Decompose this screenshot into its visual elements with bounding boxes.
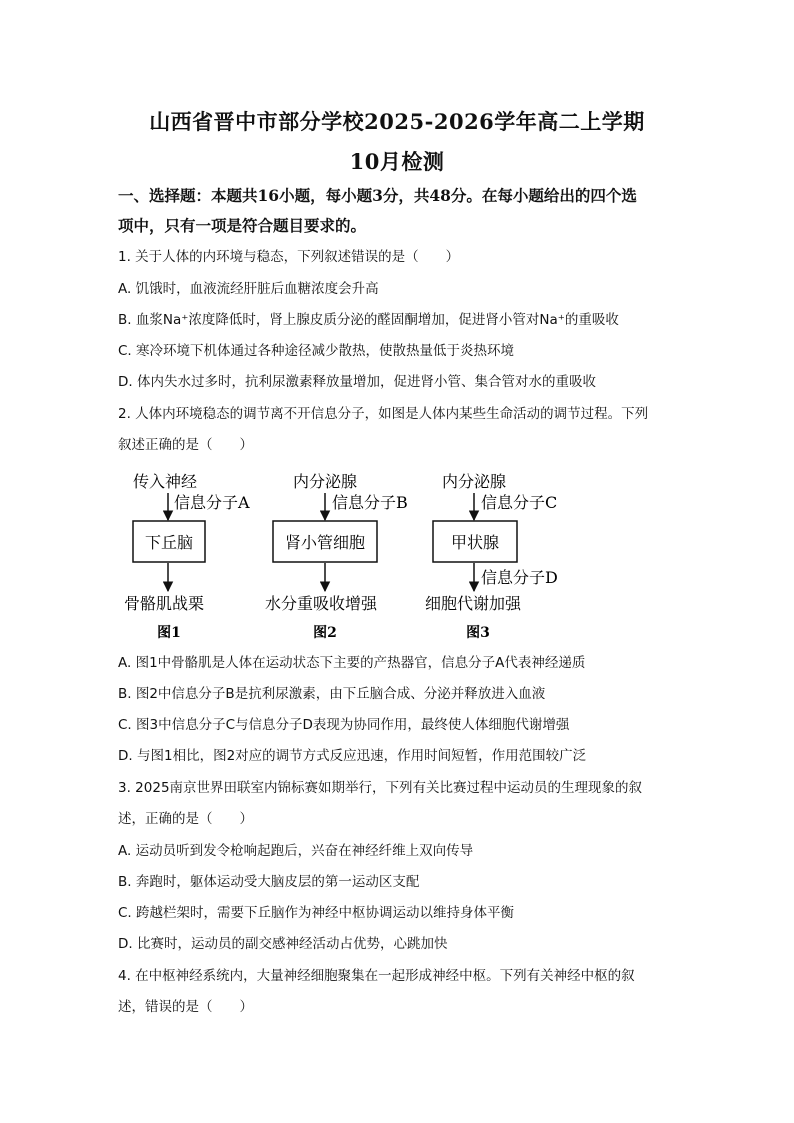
q2-option-d: D. 与图1相比，图2对应的调节方式反应迅速，作用时间短暂，作用范围较广泛 — [118, 748, 587, 764]
q3-option-d: D. 比赛时，运动员的副交感神经活动占优势，心跳加快 — [118, 936, 448, 952]
section-heading-line1: 一、选择题：本题共16小题，每小题3分，共48分。在每小题给出的四个选 — [118, 186, 637, 205]
fig1-result-label: 骨骼肌战栗 — [124, 594, 205, 613]
q3-option-a: A. 运动员听到发令枪响起跑后，兴奋在神经纤维上双向传导 — [118, 843, 474, 859]
q2-option-b: B. 图2中信息分子B是抗利尿激素，由下丘脑合成、分泌并释放进入血液 — [118, 686, 546, 702]
figure-1 — [124, 472, 250, 641]
figure-2 — [265, 472, 408, 641]
q3-stem-line2: 述，正确的是（ ） — [118, 811, 253, 827]
fig2-box-label: 肾小管细胞 — [284, 533, 366, 552]
fig1-source-label: 传入神经 — [133, 472, 198, 491]
fig3-result-label: 细胞代谢加强 — [425, 594, 522, 613]
doc-title-line1: 山西省晋中市部分学校2025-2026学年高二上学期 — [149, 109, 645, 134]
q4-stem-line1: 4. 在中枢神经系统内，大量神经细胞聚集在一起形成神经中枢。下列有关神经中枢的叙 — [118, 968, 635, 984]
regulation-figure — [0, 465, 794, 650]
q3-stem-line1: 3. 2025南京世界田联室内锦标赛如期举行，下列有关比赛过程中运动员的生理现象的叙 — [118, 780, 643, 796]
fig3-box-label: 甲状腺 — [450, 533, 500, 552]
q1-option-b: B. 血浆Na⁺浓度降低时，肾上腺皮质分泌的醛固酮增加，促进肾小管对Na⁺的重吸收 — [118, 312, 619, 328]
fig2-result-label: 水分重吸收增强 — [265, 594, 378, 613]
fig2-caption: 图2 — [313, 625, 337, 641]
fig2-source-label: 内分泌腺 — [293, 472, 358, 491]
q3-option-b: B. 奔跑时，躯体运动受大脑皮层的第一运动区支配 — [118, 874, 420, 890]
q2-stem-line1: 2. 人体内环境稳态的调节离不开信息分子，如图是人体内某些生命活动的调节过程。下列 — [118, 406, 649, 422]
figure-3 — [425, 472, 558, 641]
fig1-box-label: 下丘脑 — [144, 533, 194, 552]
q2-option-a: A. 图1中骨骼肌是人体在运动状态下主要的产热器官，信息分子A代表神经递质 — [118, 655, 586, 671]
q2-option-c: C. 图3中信息分子C与信息分子D表现为协同作用，最终使人体细胞代谢增强 — [118, 717, 570, 733]
fig3-signal2-label: 信息分子D — [481, 568, 558, 587]
fig3-caption: 图3 — [466, 625, 490, 641]
q2-stem-line2: 叙述正确的是（ ） — [118, 437, 253, 453]
q1-option-c: C. 寒冷环境下机体通过各种途径减少散热，使散热量低于炎热环境 — [118, 343, 515, 359]
doc-title-line2: 10月检测 — [349, 149, 445, 174]
fig2-signal-label: 信息分子B — [332, 493, 408, 512]
q1-option-d: D. 体内失水过多时，抗利尿激素释放量增加，促进肾小管、集合管对水的重吸收 — [118, 374, 596, 390]
q4-stem-line2: 述，错误的是（ ） — [118, 999, 253, 1015]
fig3-signal-label: 信息分子C — [481, 493, 558, 512]
fig3-source-label: 内分泌腺 — [442, 472, 507, 491]
section-heading-line2: 项中，只有一项是符合题目要求的。 — [118, 216, 367, 235]
fig1-caption: 图1 — [157, 625, 181, 641]
fig1-signal-label: 信息分子A — [174, 493, 250, 512]
q1-option-a: A. 饥饿时，血液流经肝脏后血糖浓度会升高 — [118, 281, 379, 297]
q3-option-c: C. 跨越栏架时，需要下丘脑作为神经中枢协调运动以维持身体平衡 — [118, 905, 515, 921]
q1-stem: 1. 关于人体的内环境与稳态，下列叙述错误的是（ ） — [118, 249, 460, 265]
